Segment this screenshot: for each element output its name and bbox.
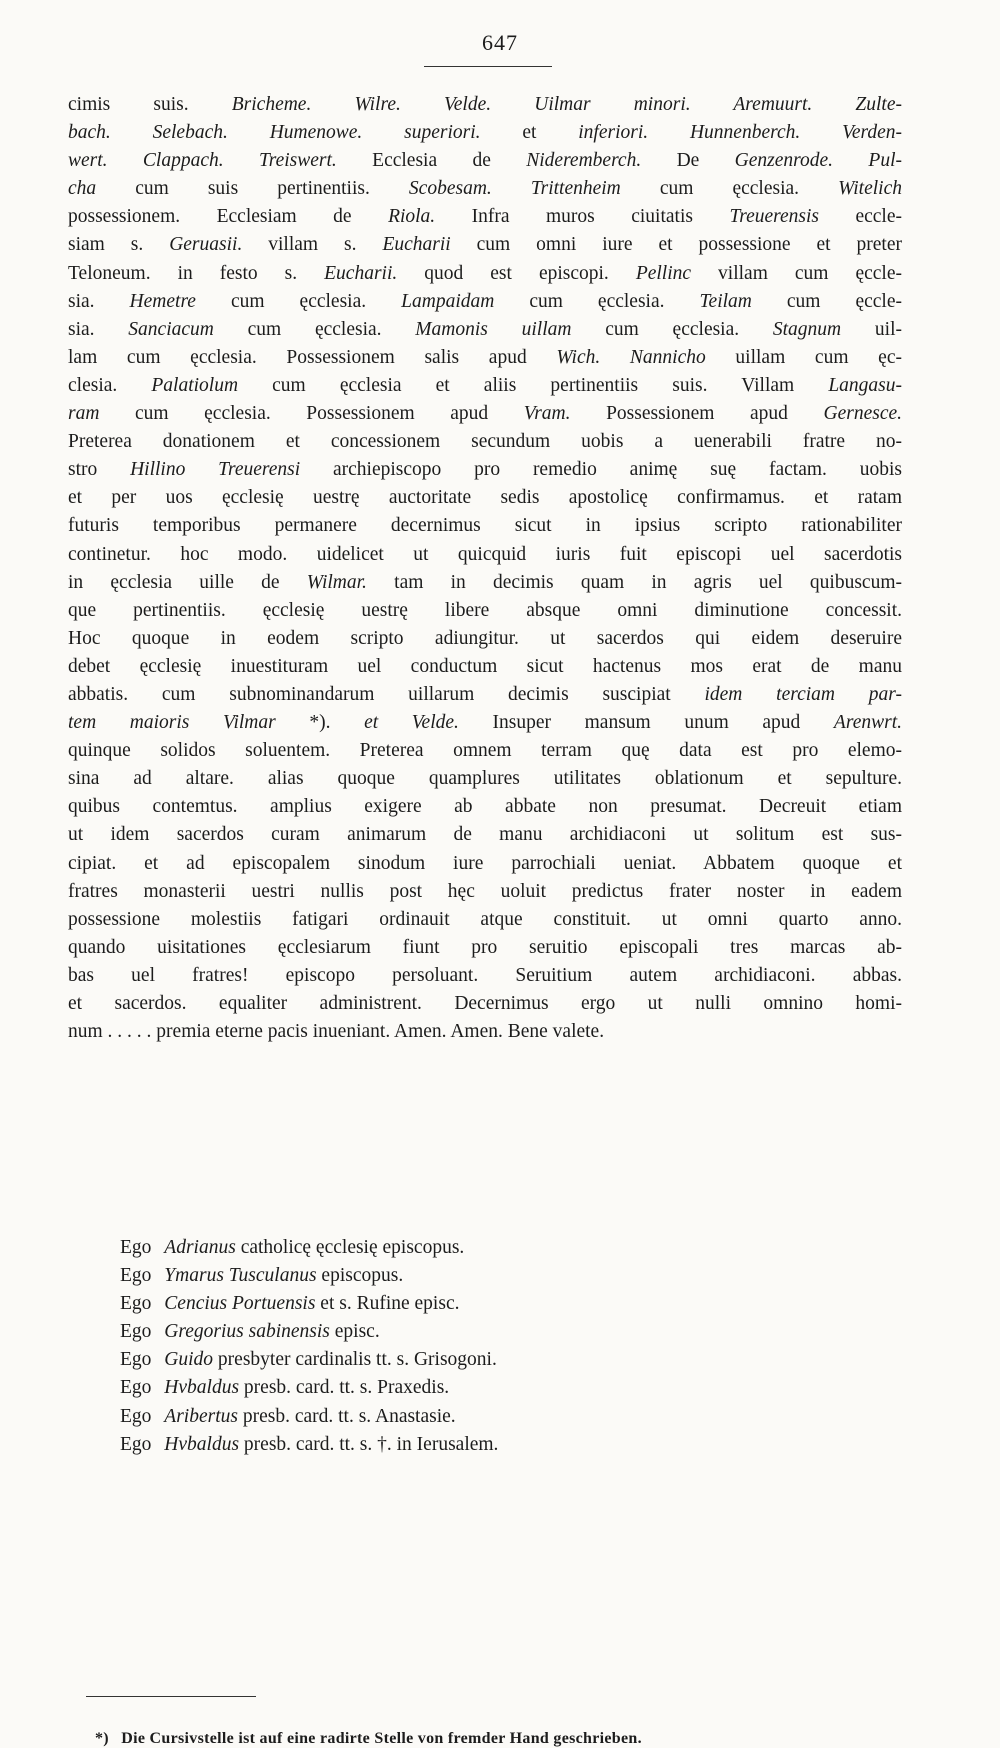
italic-name: Wich. Nannicho xyxy=(556,346,706,368)
page-number: 647 xyxy=(482,30,518,55)
signature-title: catholicę ęcclesię episcopus. xyxy=(240,1237,465,1258)
text-line xyxy=(68,625,902,653)
signature-title: episcopus. xyxy=(321,1265,404,1287)
italic-name: Riola. xyxy=(388,206,436,228)
text-line xyxy=(68,512,902,540)
text-run: cipiat. et ad episcopalem sinodum iure parrochiali ueniat. Abbatem quoque et xyxy=(68,852,902,874)
text-run: stro xyxy=(68,459,131,481)
italic-name: Gernesce. xyxy=(823,403,902,425)
signature-ego: Ego xyxy=(120,1377,152,1399)
italic-name: Nideremberch. xyxy=(526,150,642,172)
text-run: cimis suis. xyxy=(68,94,232,115)
italic-name: Wilmar. xyxy=(306,571,367,593)
text-line xyxy=(68,316,902,344)
text-run: cum omni iure et possessione et preter xyxy=(450,234,902,256)
text-run: Infra muros ciuitatis xyxy=(435,206,730,228)
text-run: ut idem sacerdos curam animarum de manu archidiaconi ut solitum est sus- xyxy=(68,824,902,846)
text-run: quod est episcopi. xyxy=(397,262,636,284)
text-run: quando uisitationes ęcclesiarum fiunt pro seruitio episcopali tres marcas ab- xyxy=(68,936,902,958)
text-line xyxy=(68,541,902,569)
signature-line xyxy=(120,1374,820,1402)
signature-line xyxy=(120,1318,820,1346)
italic-name: Bricheme. Wilre. Velde. Uilmar minori. Aremuurt. Zulte- xyxy=(231,94,902,115)
text-line xyxy=(68,147,902,175)
text-run: Hoc quoque in eodem scripto adiungitur. ut sacerdos qui eidem deseruire xyxy=(68,627,902,649)
signature-title: presbyter cardinalis tt. s. Grisogoni. xyxy=(217,1349,497,1371)
text-line xyxy=(68,484,902,512)
italic-name: Scobesam. Trittenheim xyxy=(408,178,621,200)
signature-ego: Ego xyxy=(120,1237,152,1258)
italic-name: Pellinc xyxy=(635,262,692,284)
signatory-name: Guido xyxy=(164,1349,214,1371)
text-run: cum ęccle- xyxy=(751,290,902,312)
signatory-name: Gregorius sabinensis xyxy=(164,1321,330,1343)
text-run: in ęcclesia uille de xyxy=(68,571,307,593)
text-run: possessione molestiis fatigari ordinauit atque constituit. ut omni quarto anno. xyxy=(68,908,902,930)
text-run: Insuper mansum unum apud xyxy=(458,712,834,734)
text-run: que pertinentiis. ęcclesię uestrę libere absque omni diminutione concessit. xyxy=(68,599,902,621)
footnote-rule xyxy=(86,1696,256,1697)
text-line xyxy=(68,597,902,625)
header-rule xyxy=(424,66,552,67)
text-run: cum ęcclesia. xyxy=(195,290,402,312)
italic-name: Sanciacum xyxy=(128,318,214,340)
text-run: cum ęcclesia. xyxy=(213,318,416,340)
text-run: cum ęcclesia. xyxy=(571,318,773,340)
signature-ego: Ego xyxy=(120,1265,152,1287)
signature-line xyxy=(120,1290,820,1318)
signature-title: presb. card. tt. s. Praxedis. xyxy=(243,1377,450,1399)
italic-name: Genzenrode. Pul- xyxy=(734,150,902,172)
italic-name: Teilam xyxy=(699,290,752,312)
text-run: villam s. xyxy=(242,234,383,256)
text-line xyxy=(68,288,902,316)
text-run: lam cum ęcclesia. Possessionem salis apud xyxy=(68,346,557,368)
italic-name: bach. Selebach. Humenowe. superiori. xyxy=(68,122,481,144)
signature-ego: Ego xyxy=(120,1293,152,1315)
text-run: et sacerdos. equaliter administrent. Decernimus ergo ut nulli omnino homi- xyxy=(68,993,902,1014)
italic-name: cha xyxy=(68,178,97,200)
italic-name: wert. Clappach. Treiswert. xyxy=(68,150,337,172)
text-run: et xyxy=(480,122,579,144)
italic-name: Hillino Treuerensi xyxy=(130,459,301,481)
text-line xyxy=(68,119,902,147)
text-run: eccle- xyxy=(819,206,902,228)
text-line xyxy=(68,231,902,259)
text-line xyxy=(68,793,902,821)
signatory-name: Hvbaldus xyxy=(164,1433,240,1455)
text-run: continetur. hoc modo. uidelicet ut quicquid iuris fuit episcopi uel sacerdotis xyxy=(68,543,902,565)
text-run: quinque solidos soluentem. Preterea omnem terram quę data est pro elemo- xyxy=(68,740,902,762)
italic-name: Langasu- xyxy=(828,374,902,396)
text-line xyxy=(68,878,902,906)
text-line xyxy=(68,906,902,934)
text-run: sina ad altare. alias quoque quamplures utilitates oblationum et sepulture. xyxy=(68,768,902,790)
footnote-marker: *) xyxy=(95,1730,109,1747)
text-line xyxy=(68,990,902,1018)
italic-name: Witelich xyxy=(838,178,902,200)
italic-name: et Velde. xyxy=(364,712,459,734)
signature-title: presb. card. tt. s. †. in Ierusalem. xyxy=(243,1433,499,1455)
italic-name: Stagnum xyxy=(772,318,842,340)
text-line xyxy=(68,765,902,793)
signature-line xyxy=(120,1346,820,1374)
signatory-name: Adrianus xyxy=(164,1237,236,1258)
text-line xyxy=(68,962,902,990)
signatory-name: Ymarus Tusculanus xyxy=(164,1265,317,1287)
text-line xyxy=(68,260,902,288)
text-line xyxy=(68,821,902,849)
text-run: uil- xyxy=(841,318,902,340)
text-run: sia. xyxy=(68,318,129,340)
text-line xyxy=(68,1018,902,1046)
text-run: cum suis pertinentiis. xyxy=(96,178,409,200)
signature-line xyxy=(120,1431,820,1459)
signatory-name: Aribertus xyxy=(164,1405,238,1427)
text-line xyxy=(68,91,902,119)
text-run: cum ęcclesia. xyxy=(494,290,700,312)
text-run: quibus contemtus. amplius exigere ab abbate non presumat. Decreuit etiam xyxy=(68,796,902,818)
italic-name: tem maioris Vilmar xyxy=(68,712,276,734)
text-run: Teloneum. in festo s. xyxy=(68,262,325,284)
text-line xyxy=(68,203,902,231)
signature-ego: Ego xyxy=(120,1433,152,1455)
text-run: clesia. xyxy=(68,374,152,396)
text-run: uillam cum ęc- xyxy=(705,346,902,368)
text-run: bas uel fratres! episcopo persoluant. Seruitium autem archidiaconi. abbas. xyxy=(68,964,902,986)
signature-line xyxy=(120,1234,820,1262)
text-line xyxy=(68,175,902,203)
text-line xyxy=(68,850,902,878)
text-run: cum ęcclesia. xyxy=(620,178,839,200)
italic-name: Palatiolum xyxy=(151,374,239,396)
text-run: Preterea donationem et concessionem secundum uobis a uenerabili fratre no- xyxy=(68,431,902,453)
signature-line xyxy=(120,1403,820,1431)
text-run: et per uos ęcclesię uestrę auctoritate sedis apostolicę confirmamus. et ratam xyxy=(68,487,902,509)
italic-name: Mamonis uillam xyxy=(415,318,572,340)
text-run: De xyxy=(641,150,735,172)
text-line xyxy=(68,681,902,709)
text-line xyxy=(68,344,902,372)
text-run: abbatis. cum subnominandarum uillarum decimis suscipiat xyxy=(68,683,705,705)
italic-name: Vram. xyxy=(523,403,571,425)
text-line xyxy=(68,456,902,484)
signature-ego: Ego xyxy=(120,1349,152,1371)
italic-name: idem terciam par- xyxy=(704,683,902,705)
text-line xyxy=(68,653,902,681)
text-line xyxy=(68,569,902,597)
signature-title: et s. Rufine episc. xyxy=(320,1293,460,1315)
italic-name: Eucharii. xyxy=(324,262,398,284)
text-run: *). xyxy=(275,712,365,734)
italic-name: Geruasii. xyxy=(169,234,243,256)
signature-ego: Ego xyxy=(120,1321,152,1343)
footnote xyxy=(95,1730,895,1748)
text-run: archiepiscopo pro remedio animę suę factam. uobis xyxy=(300,459,902,481)
text-run: num . . . . . premia eterne pacis inueniant. Amen. Amen. Bene valete. xyxy=(68,1021,605,1043)
signatory-name: Hvbaldus xyxy=(164,1377,240,1399)
italic-name: Treuerensis xyxy=(729,206,819,228)
text-run: cum ęcclesia et aliis pertinentiis suis. Villam xyxy=(238,374,829,396)
text-run: siam s. xyxy=(68,234,170,256)
text-run: Possessionem apud xyxy=(570,403,824,425)
text-run: sia. xyxy=(68,290,130,312)
signatory-name: Cencius Portuensis xyxy=(164,1293,316,1315)
footnote-text: Die Cursivstelle ist auf eine radirte Stelle von fremder Hand geschrieben. xyxy=(121,1730,642,1747)
italic-name: Lampaidam xyxy=(401,290,495,312)
text-line xyxy=(68,934,902,962)
signature-title: episc. xyxy=(334,1321,380,1343)
text-line xyxy=(68,400,902,428)
signature-title: presb. card. tt. s. Anastasie. xyxy=(242,1405,456,1427)
text-line xyxy=(68,428,902,456)
text-run: fratres monasterii uestri nullis post hęc uoluit predictus frater noster in eadem xyxy=(68,880,902,902)
italic-name: inferiori. Hunnenberch. Verden- xyxy=(578,122,902,144)
text-line xyxy=(68,372,902,400)
text-line xyxy=(68,737,902,765)
text-run: villam cum ęccle- xyxy=(691,262,902,284)
text-run: possessionem. Ecclesiam de xyxy=(68,206,389,228)
charter-text xyxy=(68,91,902,1046)
text-run: futuris temporibus permanere decernimus sicut in ipsius scripto rationabiliter xyxy=(68,515,902,537)
text-line xyxy=(68,709,902,737)
signature-list xyxy=(120,1234,820,1459)
signature-line xyxy=(120,1262,820,1290)
italic-name: Hemetre xyxy=(129,290,196,312)
italic-name: Arenwrt. xyxy=(833,712,902,734)
italic-name: ram xyxy=(68,403,100,425)
text-run: debet ęcclesię inuestituram uel conductum sicut hactenus mos erat de manu xyxy=(68,655,902,677)
text-run: tam in decimis quam in agris uel quibuscum- xyxy=(366,571,902,593)
text-run: cum ęcclesia. Possessionem apud xyxy=(99,403,524,425)
italic-name: Eucharii xyxy=(382,234,451,256)
text-run: Ecclesia de xyxy=(336,150,527,172)
signature-ego: Ego xyxy=(120,1405,152,1427)
